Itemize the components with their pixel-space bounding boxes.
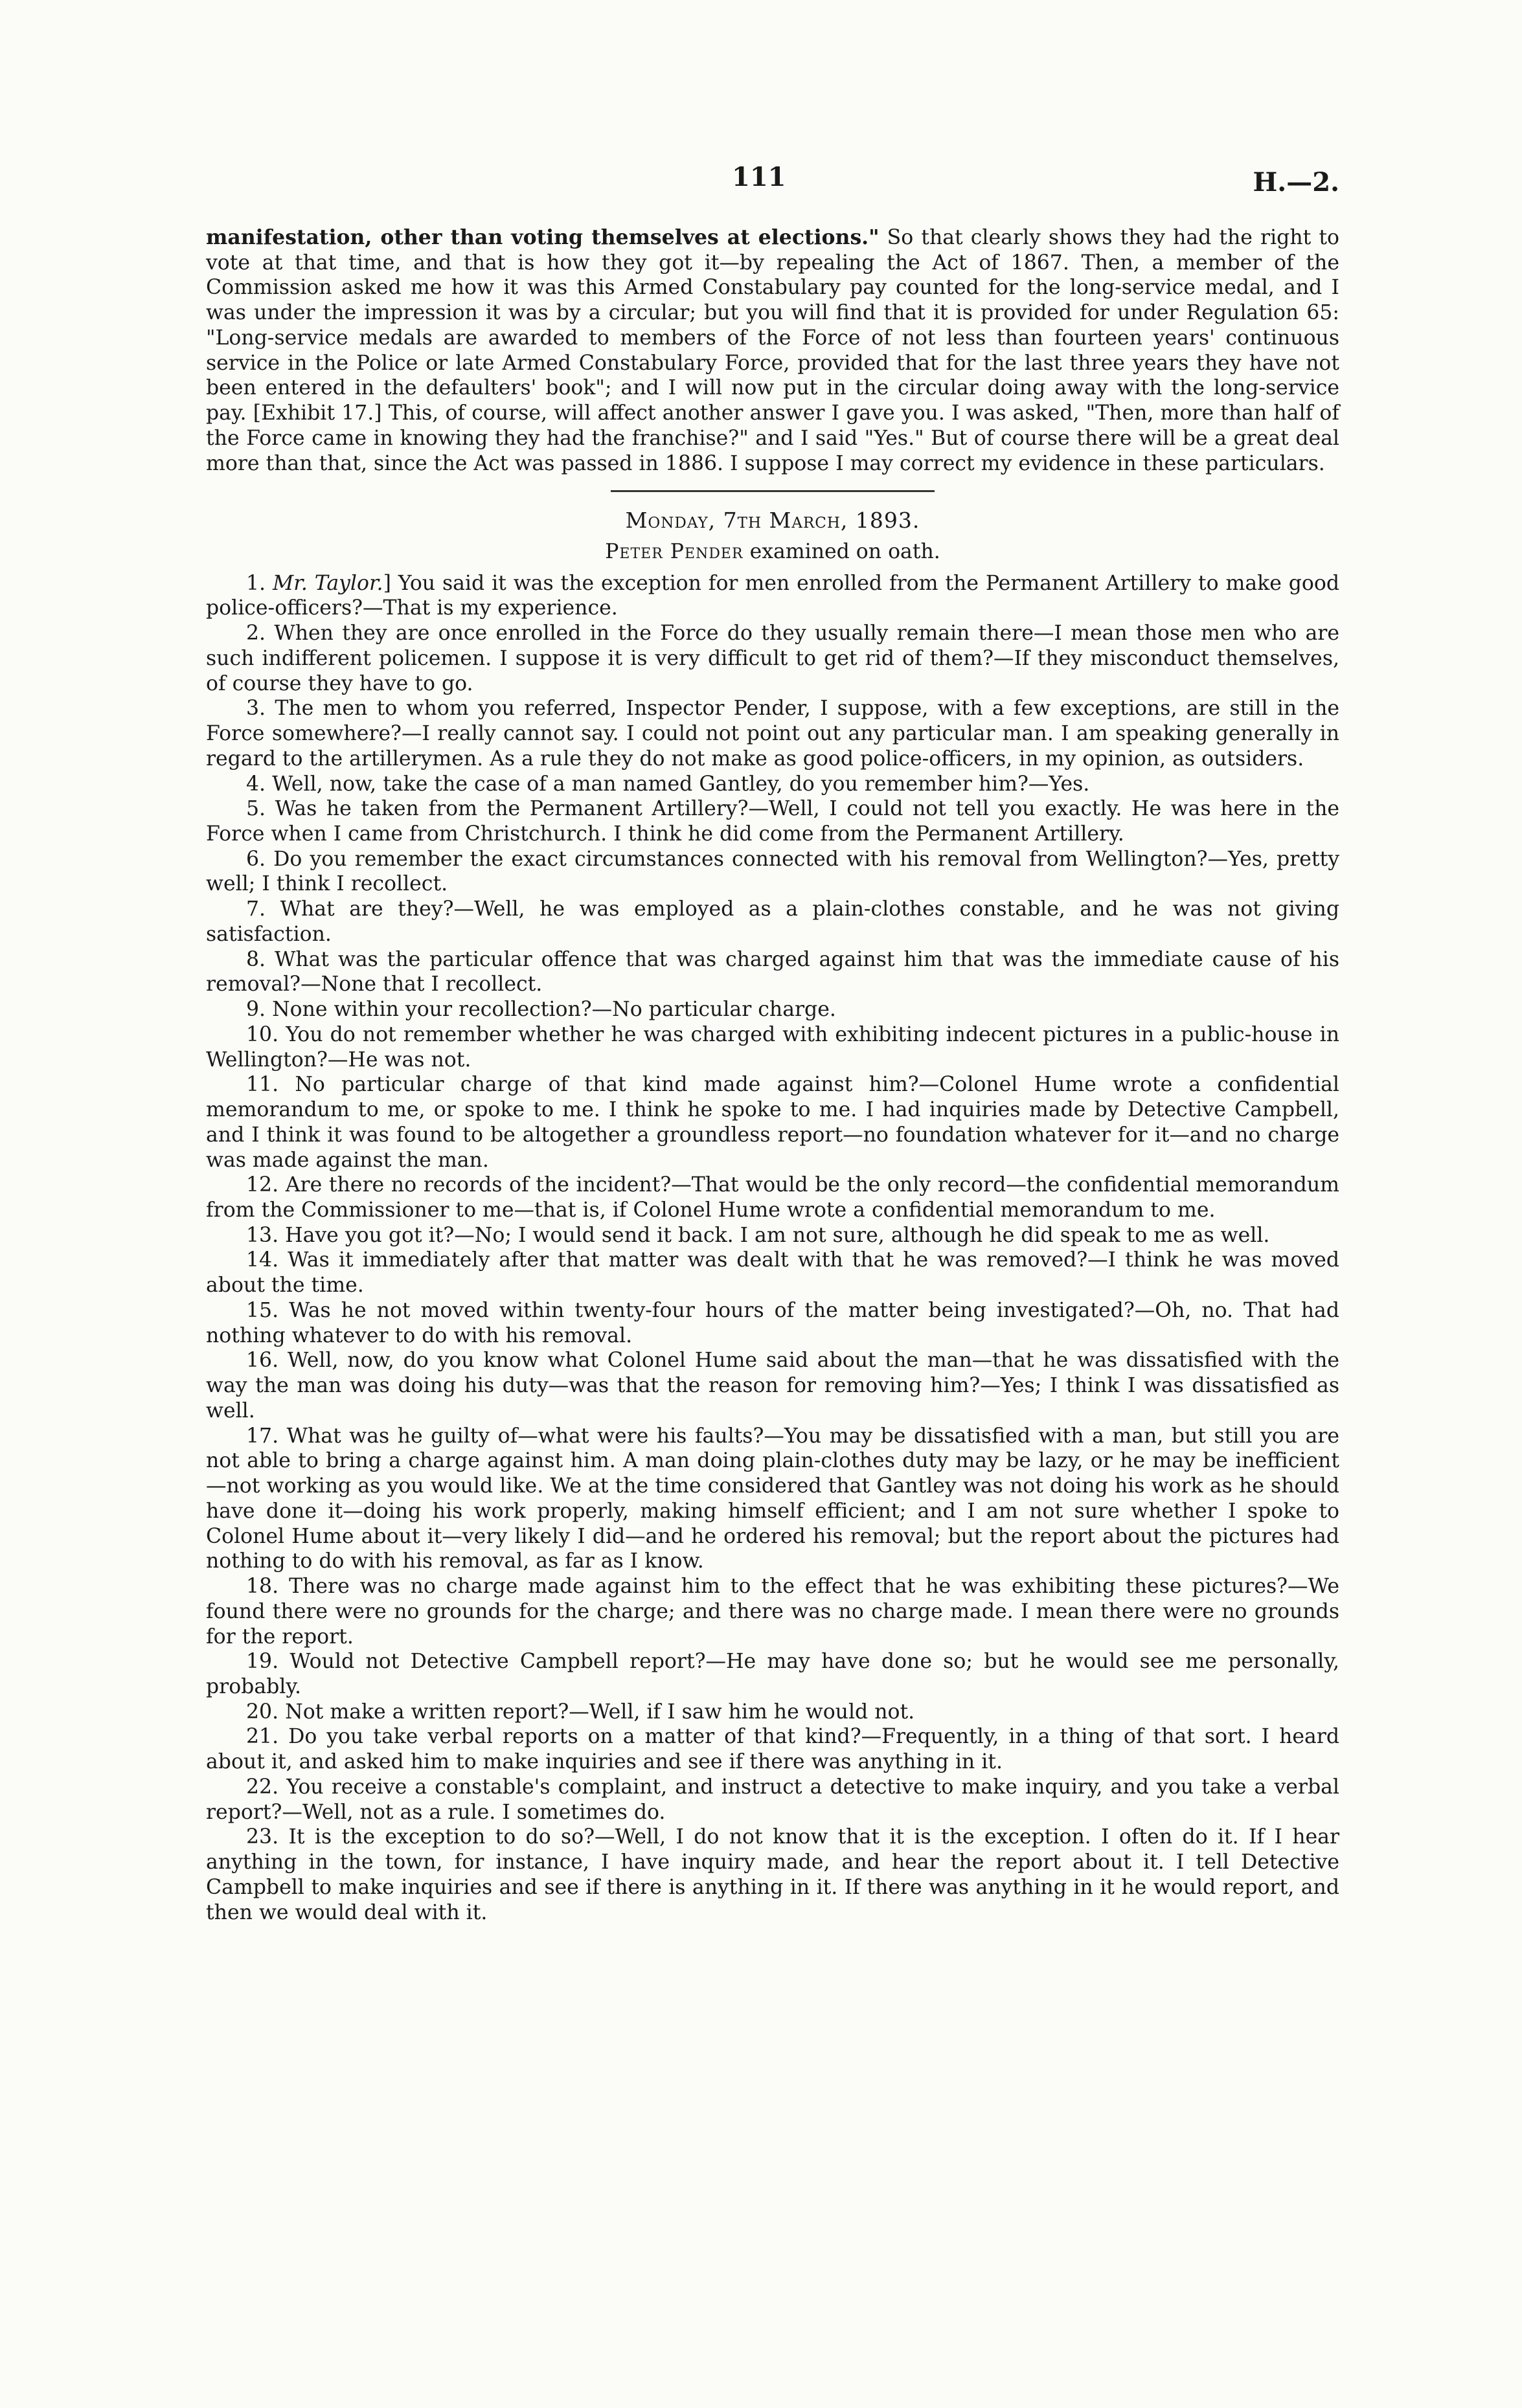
question-item	[206, 772, 1339, 797]
question-text: No particular charge of that kind made against him?—Colonel Hume wrote a confidential memorandum to me, or spoke to me. I think he spoke to me. I had inquiries made by Detective Campbell, and I think it was found to be altogether a groundless report—no foundation whatever for it—and no charge was made against the man.	[206, 1073, 1339, 1172]
question-text: When they are once enrolled in the Force do they usually remain there—I mean those men who are such indifferent policemen. I suppose it is very difficult to get rid of them?—If they misconduct themselves, of course they have to go.	[206, 622, 1339, 695]
question-item	[206, 1173, 1339, 1222]
question-number: 6.	[246, 847, 266, 871]
question-item	[206, 696, 1339, 771]
question-list	[206, 571, 1339, 1926]
question-item	[206, 947, 1339, 997]
question-text: ] You said it was the exception for men enrolled from the Permanent Artillery to make good police-officers?—That is my experience.	[206, 571, 1340, 620]
question-item	[206, 1649, 1339, 1699]
question-item	[206, 997, 1339, 1022]
question-item	[206, 1072, 1339, 1173]
question-item	[206, 1825, 1339, 1925]
question-text: Was he taken from the Permanent Artillery?—Well, I could not tell you exactly. He was here in the Force when I came from Christchurch. I think he did come from the Permanent Artillery.	[206, 797, 1340, 846]
page-body	[206, 225, 1339, 1925]
continuation-text: So that clearly shows they had the right to vote at that time, and that is how they got it—by repealing the Act of 1867. Then, a member of the Commission asked me how it was this Armed Constabulary pay counted for the long-service medal, and I was under the impression it was by a circular; but you will find that it is provided for under Regulation 65: "Long-service medals are awarded to members of the Force of not less than fourteen years' continuous service in the Police or late Armed Constabulary Force, provided that for the last three years they have not been entered in the defaulters' book"; and I will now put in the circular doing away with the long-service pay. [Exhibit 17.] This, of course, will affect another answer I gave you. I was asked, "Then, more than half of the Force came in knowing they had the franchise?" and I said "Yes." But of course there will be a great deal more than that, since the Act was passed in 1886. I suppose I may correct my evidence in these particulars.	[206, 226, 1339, 475]
question-number: 1.	[246, 571, 266, 595]
question-item	[206, 571, 1339, 621]
question-text: Are there no records of the incident?—That would be the only record—the confidential memorandum from the Commissioner to me—that is, if Colonel Hume wrote a confidential memorandum to me.	[206, 1173, 1339, 1222]
question-text: Do you take verbal reports on a matter of that kind?—Frequently, in a thing of that sort. I heard about it, and asked him to make inquiries and see if there was anything in it.	[206, 1725, 1339, 1774]
question-item	[206, 847, 1339, 897]
question-item	[206, 1223, 1339, 1248]
question-text: None within your recollection?—No particular charge.	[272, 998, 836, 1022]
question-text: Well, now, take the case of a man named Gantley, do you remember him?—Yes.	[272, 772, 1090, 796]
continuation-lead: manifestation, other than voting themselves at elections."	[206, 225, 880, 249]
page-number: 111	[732, 162, 786, 192]
question-number: 12.	[246, 1173, 279, 1197]
question-number: 5.	[246, 797, 266, 821]
question-text: Well, now, do you know what Colonel Hume said about the man—that he was dissatisfied with the way the man was doing his duty—was that the reason for removing him?—Yes; I think I was dissatisfied as well.	[206, 1349, 1340, 1423]
document-reference: H.—2.	[1253, 167, 1339, 197]
section-divider	[611, 490, 935, 492]
question-text: You do not remember whether he was charged with exhibiting indecent pictures in a public-house in Wellington?—He was not.	[206, 1022, 1340, 1072]
question-text: You receive a constable's complaint, and instruct a detective to make inquiry, and you take a verbal report?—Well, not as a rule. I sometimes do.	[206, 1775, 1339, 1824]
question-number: 2.	[246, 622, 266, 646]
question-item	[206, 796, 1339, 846]
question-item	[206, 1248, 1339, 1298]
question-text: The men to whom you referred, Inspector Pender, I suppose, with a few exceptions, are still in the Force somewhere?—I really cannot say. I could not point out any particular man. I am speaking generally in regard to the artillerymen. As a rule they do not make as good police-officers, in my opinion, as outsiders.	[206, 697, 1340, 771]
question-item	[206, 1424, 1339, 1574]
question-item	[206, 621, 1339, 696]
question-text: Was he not moved within twenty-four hours of the matter being investigated?—Oh, no. That had nothing whatever to do with his removal.	[206, 1298, 1340, 1347]
question-item	[206, 1574, 1339, 1649]
question-item	[206, 1724, 1339, 1774]
question-number: 11.	[246, 1073, 279, 1097]
question-text: There was no charge made against him to the effect that he was exhibiting these pictures?—We found there were no grounds for the charge; and there was no charge made. I mean there were no grounds for the report.	[206, 1575, 1340, 1648]
question-number: 16.	[246, 1349, 279, 1373]
question-number: 15.	[246, 1298, 279, 1322]
question-number: 19.	[246, 1650, 279, 1674]
question-number: 7.	[246, 897, 266, 921]
question-text: Not make a written report?—Well, if I saw him he would not.	[285, 1700, 915, 1724]
question-item	[206, 1298, 1339, 1348]
question-item	[206, 1022, 1339, 1072]
witness-name: Peter Pender	[605, 539, 744, 563]
question-text: Do you remember the exact circumstances connected with his removal from Wellington?—Yes, pretty well; I think I recollect.	[206, 847, 1340, 896]
session-date: Monday, 7th March, 1893.	[625, 508, 920, 534]
question-text: What are they?—Well, he was employed as a plain-clothes constable, and he was not giving satisfaction.	[206, 897, 1339, 946]
question-text: Have you got it?—No; I would send it back. I am not sure, although he did speak to me as well.	[285, 1223, 1270, 1247]
question-text: Was it immediately after that matter was dealt with that he was removed?—I think he was moved about the time.	[206, 1248, 1339, 1298]
question-number: 4.	[246, 772, 266, 796]
question-text: It is the exception to do so?—Well, I do not know that it is the exception. I often do it. If I hear anything in the town, for instance, I have inquiry made, and hear the report about it. I tell Detective Campbell to make inquiries and see if there is anything in it. If there was anything in it he would report, and then we would deal with it.	[206, 1825, 1339, 1924]
question-speaker: Mr. Taylor.	[272, 571, 383, 595]
question-number: 14.	[246, 1248, 279, 1272]
question-number: 9.	[246, 998, 266, 1022]
question-number: 20.	[246, 1700, 279, 1724]
question-number: 3.	[246, 697, 266, 721]
question-number: 18.	[246, 1575, 279, 1599]
question-item	[206, 1775, 1339, 1825]
question-item	[206, 897, 1339, 947]
question-number: 8.	[246, 947, 266, 971]
question-number: 10.	[246, 1022, 279, 1046]
question-number: 21.	[246, 1725, 279, 1749]
question-number: 13.	[246, 1223, 279, 1247]
question-text: What was he guilty of—what were his faults?—You may be dissatisfied with a man, but still you are not able to bring a charge against him. A man doing plain-clothes duty may be lazy, or he may be inefficient—not working as you would like. We at the time considered that Gantley was not doing his work as he should have done it—doing his work properly, making himself efficient; and I am not sure whether I spoke to Colonel Hume about it—very likely I did—and he ordered his removal; but the report about the pictures had nothing to do with his removal, as far as I know.	[206, 1424, 1340, 1573]
question-item	[206, 1348, 1339, 1423]
question-number: 22.	[246, 1775, 279, 1799]
question-item	[206, 1700, 1339, 1725]
witness-heading	[206, 539, 1339, 565]
continuation-paragraph	[206, 225, 1339, 476]
question-text: Would not Detective Campbell report?—He may have done so; but he would see me personally, probably.	[206, 1650, 1339, 1698]
question-number: 23.	[246, 1825, 279, 1849]
witness-suffix: examined on oath.	[743, 539, 940, 563]
question-number: 17.	[246, 1424, 279, 1448]
question-text: What was the particular offence that was charged against him that was the immediate cause of his removal?—None that I recollect.	[206, 947, 1339, 996]
